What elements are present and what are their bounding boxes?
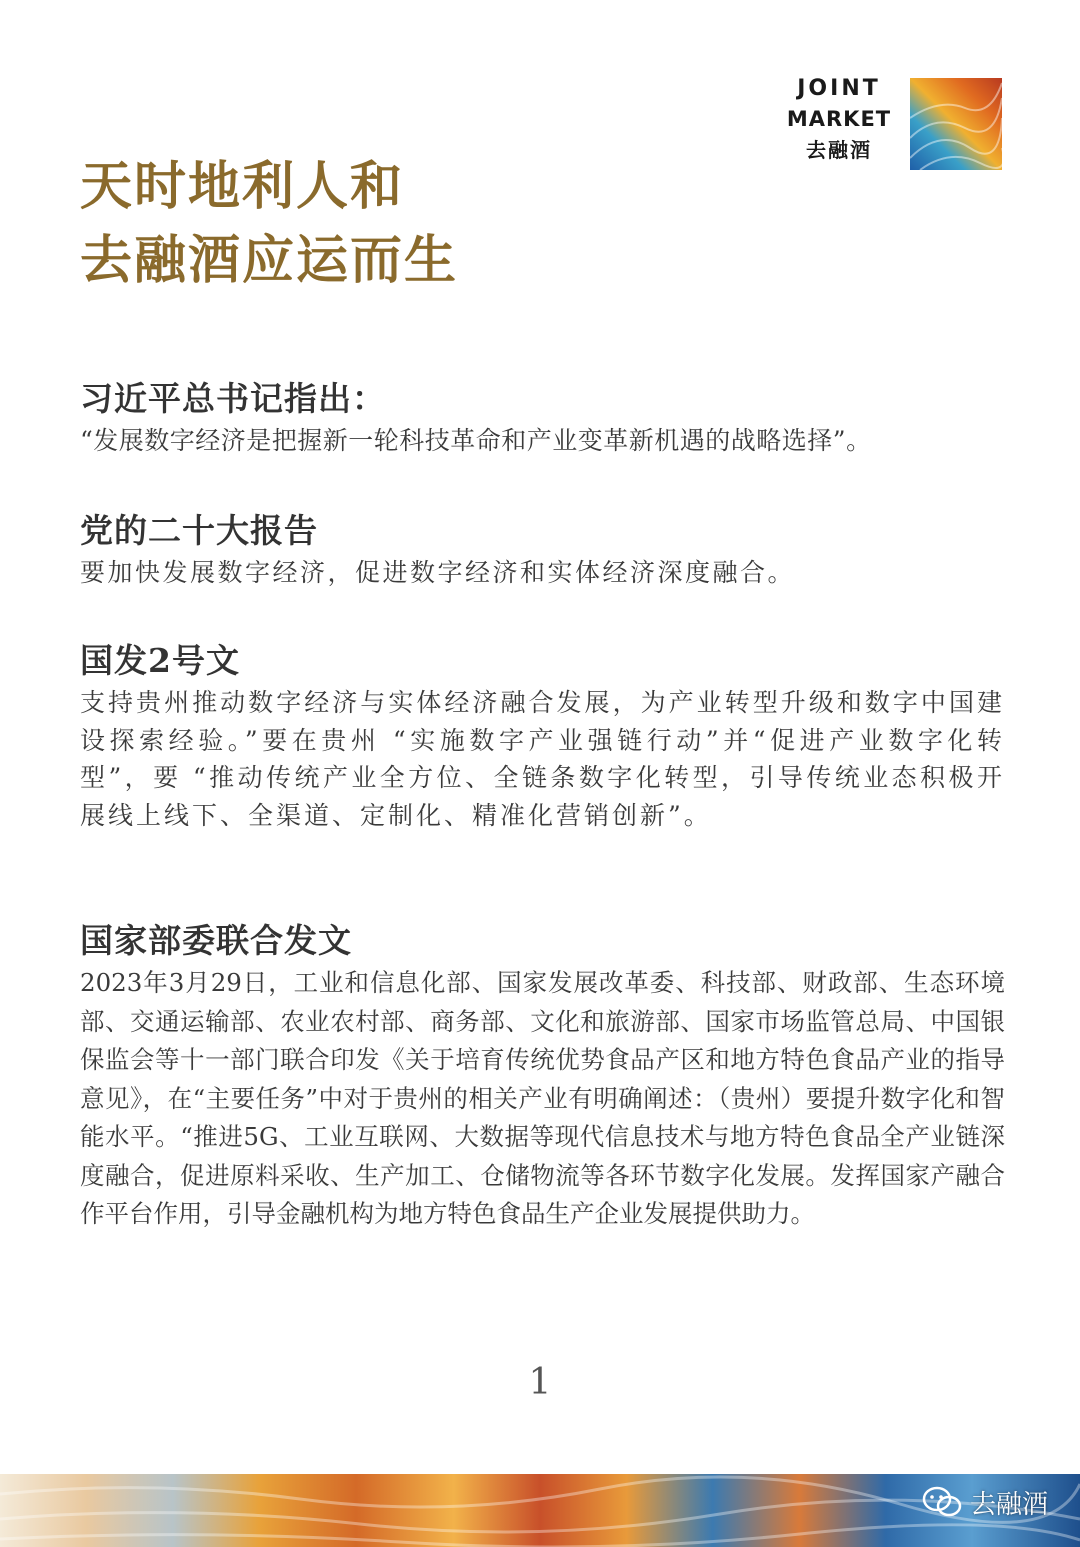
section-title: 党的二十大报告 [80,511,318,550]
wechat-watermark [922,1484,1048,1520]
section-body: 2023年3月29日，工业和信息化部、国家发展改革委、科技部、财政部、生态环境部、交通运输部、农业农村部、商务部、文化和旅游部、国家市场监管总局、中国银保监会等十一部门联合印发《关于培育传统优势食品产区和地方特色食品产业的指导意见》，在“主要任务”中对于贵州的相关产业有明确阐述：（贵州）要提升数字化和智能水平。“推进5G、工业互联网、大数据等现代信息技术与地方特色食品全产业链深度融合，促进原料采收、生产加工、仓储物流等各环节数字化发展。发挥国家产融合作平台作用，引导金融机构为地方特色食品生产企业发展提供助力。 [80,968,1005,1228]
logo-line-market: MARKET [786,107,892,131]
brand-logo [780,70,1010,180]
section-ministries-joint-document [80,918,1005,1234]
logo-artwork-icon [910,78,1002,170]
section-body: 支持贵州推动数字经济与实体经济融合发展，为产业转型升级和数字中国建设探索经验。”要在贵州 “实施数字产业强链行动”并“促进产业数字化转型”，要 “推动传统产业全方位、全链条数字化转型，引导传统业态积极开展线上线下、全渠道、定制化、精准化营销创新”。 [80,688,1005,830]
section-xi-statement [80,376,1005,460]
wechat-icon [922,1485,962,1519]
section-title: 国发2号文 [80,641,240,680]
title-line-1: 天时地利人和 [80,156,405,217]
section-body: “发展数字经济是把握新一轮科技革命和产业变革新机遇的战略选择”。 [80,426,872,455]
logo-text [780,74,898,166]
section-title: 国家部委联合发文 [80,921,352,960]
title-line-2: 去融酒应运而生 [80,230,459,291]
watermark-label: 去融酒 [969,1489,1048,1520]
section-body: 要加快发展数字经济，促进数字经济和实体经济深度融合。 [80,558,796,587]
logo-line-chinese: 去融酒 [806,138,872,162]
page-title [80,150,780,298]
section-guofa-no2 [80,638,1005,834]
logo-line-joint: JOINT [797,76,881,101]
section-title: 习近平总书记指出： [80,379,386,418]
section-20th-congress-report [80,508,1005,592]
page-number: 1 [528,1362,552,1403]
decorative-bottom-band [0,1474,1080,1547]
